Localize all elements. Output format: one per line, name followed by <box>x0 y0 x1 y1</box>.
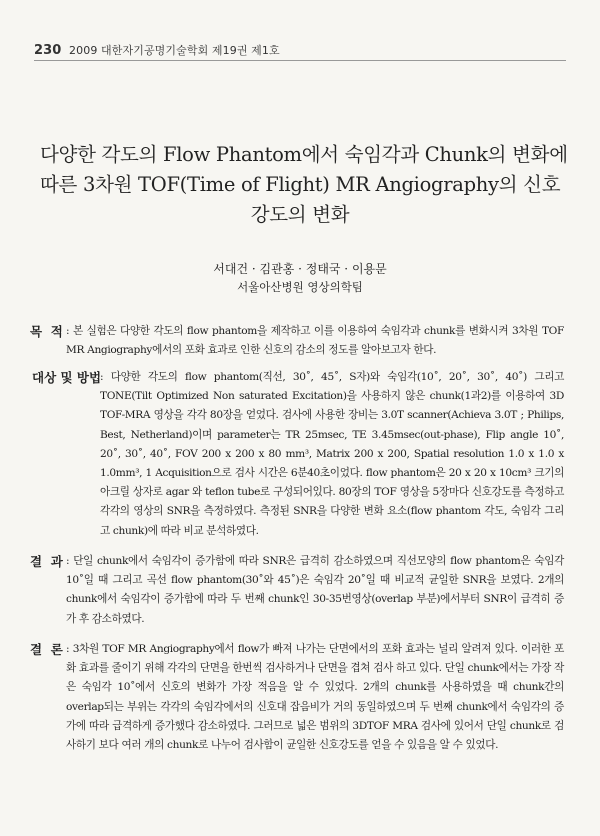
journal-name: 2009 대한자기공명기술학회 제19권 제1호 <box>69 44 280 57</box>
paper-title <box>40 140 568 230</box>
methods-section <box>32 368 564 541</box>
conclusion-text: : 3차원 TOF MR Angiography에서 flow가 빠져 나가는 단면에서의 포화 효과는 널리 알려져 있다. 이러한 포화 효과를 줄이기 위해 각각의 단면을 한번씩 검사하거나 단면을 겹쳐 검사 하고 있다. 단일 chunk에서는 가장 작은 숙임각 10˚에서 신호의 변화가 가장 적음을 알 수 있었다. 2개의 chunk를 사용하였을 때 chunk간의 overlap되는 부위는 각각의 숙임각에서의 신호대 잡음비가 거의 동일하였으며 두 번째 chunk에서 숙임각의 증가에 따라 급격하게 증가했다 감소하였다. 그러므로 넓은 범위의 3DTOF MRA 검사에 있어서 단일 chunk로 검사하기 보다 여러 개의 chunk로 나누어 검사함이 균일한 신호강도를 얻을 수 있음을 알 수 있었다. <box>66 643 564 752</box>
purpose-section <box>30 322 564 360</box>
methods-text: : 다양한 각도의 flow phantom(직선, 30˚, 45˚, S자)와 숙임각(10˚, 20˚, 30˚, 40˚) 그리고 TONE(Tilt Optimized Non saturated Excitation)을 사용하지 않은 chunk(1과2)를 이용하여 3D TOF-MRA 영상을 각각 80장을 얻었다. 검사에 사용한 장비는 3.0T scanner(Achieva 3.0T ; Philips, Best, Netherland)이며 parameter는 TR 25msec, TE 3.45msec(out-phase), Flip angle 10˚, 20˚, 30˚, 40˚, FOV 200 x 200 x 80 mm³, Matrix 200 x 200, Spatial resolution 1.0 x 1.0 x 1.0mm³, 1 Acquisition으로 검사 시간은 6분40초이었다. flow phantom은 20 x 20 x 10cm³ 크기의 아크릴 상자로 agar 와 teflon tube로 구성되어있다. 80장의 TOF 영상을 5장마다 신호강도를 측정하고 각각의 영상의 SNR을 측정하였다. 측정된 SNR을 다양한 변화 요소(flow phantom 각도, 숙임각 그리고 chunk)에 따라 비교 분석하였다. <box>100 371 564 537</box>
results-label: 결 과 <box>30 554 63 569</box>
author-affiliation: 서울아산병원 영상의학팀 <box>237 280 363 294</box>
header-rule <box>34 60 566 61</box>
title-line-3: 강도의 변화 <box>250 203 350 226</box>
title-line-1: 다양한 각도의 Flow Phantom에서 숙임각과 Chunk의 변화에 <box>40 143 568 166</box>
author-block <box>0 260 600 296</box>
purpose-text: : 본 실험은 다양한 각도의 flow phantom을 제작하고 이를 이용하여 숙임각과 chunk를 변화시켜 3차원 TOF MR Angiography에서의 포화 효과로 인한 신호의 감소의 정도를 알아보고자 한다. <box>66 325 564 357</box>
running-head <box>34 42 280 58</box>
methods-label: 대상 및 방법 <box>32 370 102 385</box>
author-names: 서대건 · 김관홍 · 정태국 · 이용문 <box>213 262 387 276</box>
results-text: : 단일 chunk에서 숙임각이 증가함에 따라 SNR은 급격히 감소하였으며 직선모양의 flow phantom은 숙임각 10˚일 때 그리고 곡선 flow phantom(30˚와 45˚)은 숙임각 20˚일 때 비교적 균일한 SNR을 보였다. 2개의 chunk에서 숙임각이 증가함에 따라 두 번째 chunk인 30-35번영상(overlap 부분)에서부터 SNR이 급격히 증가 후 감소하였다. <box>66 555 564 625</box>
results-section <box>30 552 564 629</box>
conclusion-label: 결 론 <box>30 642 63 657</box>
conclusion-section <box>30 640 564 755</box>
title-line-2: 따른 3차원 TOF(Time of Flight) MR Angiography의 신호 <box>40 173 561 196</box>
purpose-label: 목 적 <box>30 324 63 339</box>
page-number: 230 <box>34 43 62 58</box>
